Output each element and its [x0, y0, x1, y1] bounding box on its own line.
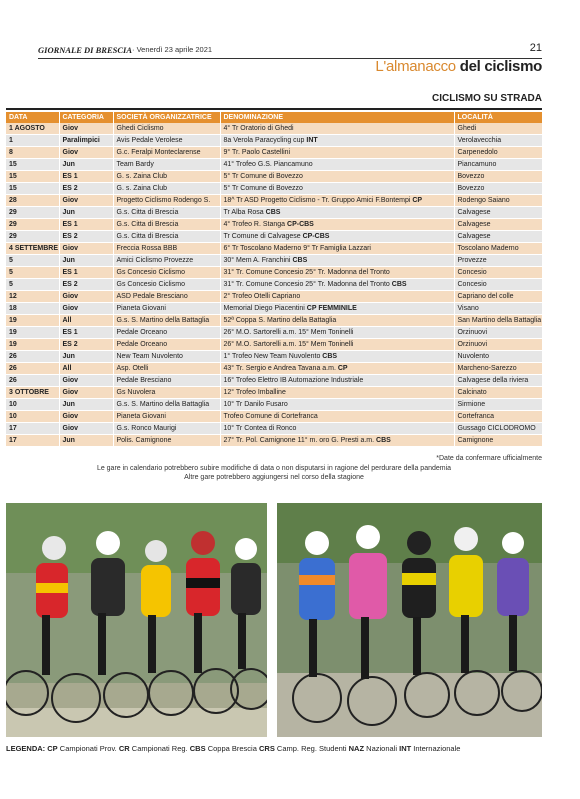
race-name-text: 4° Trofeo R. Stanga — [223, 221, 286, 228]
legend-code: CR — [118, 744, 130, 753]
legend-label: Internazionale — [413, 744, 461, 753]
race-name-text: Tr Comune di Calvagese — [223, 233, 301, 240]
race-category: Giov — [59, 423, 113, 435]
column-header: SOCIETÀ ORGANIZZATRICE — [113, 112, 220, 123]
table-row — [6, 279, 542, 291]
race-name — [220, 315, 454, 327]
race-location: Bovezzo — [454, 183, 542, 195]
race-category: Jun — [59, 207, 113, 219]
table-row — [6, 351, 542, 363]
race-location: Capriano del colle — [454, 291, 542, 303]
table-row — [6, 291, 542, 303]
race-location: Marcheno-Sarezzo — [454, 363, 542, 375]
race-organizer: Pedale Orceano — [113, 339, 220, 351]
race-name — [220, 387, 454, 399]
race-organizer: Gs Nuvolera — [113, 387, 220, 399]
race-organizer: G.s. Citta di Brescia — [113, 219, 220, 231]
race-date: 26 — [6, 363, 59, 375]
race-category: Giov — [59, 195, 113, 207]
disclaimer-line: Altre gare potrebbero aggiungersi nel corso della stagione — [184, 474, 364, 481]
column-header: DENOMINAZIONE — [220, 112, 454, 123]
race-location: Nuvolento — [454, 351, 542, 363]
race-organizer: G.s. Citta di Brescia — [113, 207, 220, 219]
race-category: Giov — [59, 147, 113, 159]
race-name-text: Tr Alba Rosa — [223, 209, 264, 216]
race-location: Concesio — [454, 267, 542, 279]
race-name — [220, 339, 454, 351]
race-category: Giov — [59, 375, 113, 387]
championship-badge: CP FEMMINILE — [306, 305, 357, 312]
race-date: 18 — [6, 303, 59, 315]
cyclists-illustration-left — [6, 503, 267, 737]
race-date: 15 — [6, 183, 59, 195]
race-category: Giov — [59, 387, 113, 399]
race-name-text: 30° Mem A. Franchini — [223, 257, 291, 264]
race-name — [220, 291, 454, 303]
race-name — [220, 147, 454, 159]
race-date: 19 — [6, 315, 59, 327]
race-organizer: Polis. Camignone — [113, 435, 220, 447]
race-name-text: 43° Tr. Sergio e Andrea Tavana a.m. — [223, 365, 336, 372]
race-organizer: Avis Pedale Verolese — [113, 135, 220, 147]
race-category: Jun — [59, 159, 113, 171]
race-location: Camignone — [454, 435, 542, 447]
race-organizer: G. s. Zaina Club — [113, 183, 220, 195]
issue-date: · Venerdì 23 aprile 2021 — [132, 45, 213, 54]
race-name — [220, 231, 454, 243]
race-category: ES 2 — [59, 231, 113, 243]
race-name-text: 5° Tr Comune di Bovezzo — [223, 173, 303, 180]
race-name-text: 10° Tr Contea di Ronco — [223, 425, 297, 432]
race-location: Calvagese — [454, 231, 542, 243]
almanac-light-title: L'almanacco — [375, 58, 456, 75]
race-category: Giov — [59, 411, 113, 423]
race-date: 1 AGOSTO — [6, 123, 59, 135]
race-category: ES 1 — [59, 171, 113, 183]
table-row — [6, 183, 542, 195]
page-number: 21 — [529, 42, 542, 54]
race-organizer: Ghedi Ciclismo — [113, 123, 220, 135]
race-category: ES 1 — [59, 219, 113, 231]
race-date: 17 — [6, 435, 59, 447]
race-date: 10 — [6, 399, 59, 411]
race-name-text: 18^ Tr ASD Progetto Ciclismo - Tr. Gruppo Amici F.Bontempi — [223, 197, 411, 204]
race-date: 12 — [6, 291, 59, 303]
race-organizer: Pedale Bresciano — [113, 375, 220, 387]
race-date: 29 — [6, 219, 59, 231]
race-location: Orzinuovi — [454, 327, 542, 339]
column-header: DATA — [6, 112, 59, 123]
race-name-text: 8a Verola Paracycling cup — [223, 137, 305, 144]
race-organizer: G.s. Citta di Brescia — [113, 231, 220, 243]
race-date: 5 — [6, 267, 59, 279]
race-location: Provezze — [454, 255, 542, 267]
race-name-text: 6° Tr Toscolano Maderno 9° Tr Famiglia Lazzari — [223, 245, 371, 252]
cycling-photo-left — [6, 503, 267, 737]
race-category: Giov — [59, 291, 113, 303]
table-title: CICLISMO SU STRADA — [432, 93, 542, 104]
race-name — [220, 207, 454, 219]
race-date: 15 — [6, 159, 59, 171]
race-name — [220, 411, 454, 423]
legend-label: Camp. Reg. Studenti — [276, 744, 347, 753]
column-header: LOCALITÀ — [454, 112, 542, 123]
race-name — [220, 171, 454, 183]
race-name — [220, 183, 454, 195]
race-name-text: 9° Tr. Paolo Castellini — [223, 149, 291, 156]
table-header-row — [6, 112, 542, 123]
race-organizer: G. s. Zaina Club — [113, 171, 220, 183]
race-location: Orzinuovi — [454, 339, 542, 351]
championship-badge: CBS — [376, 437, 391, 444]
race-name — [220, 363, 454, 375]
race-date: 19 — [6, 339, 59, 351]
cyclists-illustration-right — [277, 503, 542, 737]
championship-badge: CBS — [391, 281, 407, 288]
championship-badge: CP-CBS — [302, 233, 330, 240]
race-location: Gussago CICLODROMO — [454, 423, 542, 435]
race-calendar-table — [6, 112, 543, 447]
race-organizer: Team Bardy — [113, 159, 220, 171]
race-date: 19 — [6, 327, 59, 339]
table-row — [6, 147, 542, 159]
race-name-text: 31° Tr. Comune Concesio 25° Tr. Madonna del Tronto — [223, 269, 390, 276]
table-row — [6, 243, 542, 255]
race-category: ES 2 — [59, 339, 113, 351]
race-name — [220, 243, 454, 255]
race-location: Toscolano Maderno — [454, 243, 542, 255]
legend-label: Campionati Reg. — [131, 744, 188, 753]
newspaper-name: GIORNALE DI BRESCIA — [38, 45, 133, 55]
race-name — [220, 303, 454, 315]
race-category: Paralimpici — [59, 135, 113, 147]
table-title-bar — [6, 90, 542, 110]
race-organizer: Pianeta Giovani — [113, 303, 220, 315]
race-date: 5 — [6, 279, 59, 291]
race-location: Cortefranca — [454, 411, 542, 423]
race-name — [220, 159, 454, 171]
legend-code: CP — [47, 744, 58, 753]
race-name-text: 16° Trofeo Elettro IB Automazione Industriale — [223, 377, 364, 384]
race-name — [220, 195, 454, 207]
race-location: Carpenedolo — [454, 147, 542, 159]
race-organizer: Freccia Rossa BBB — [113, 243, 220, 255]
race-name-text: 4° Tr Oratorio di Ghedi — [223, 125, 294, 132]
table-row — [6, 423, 542, 435]
table-row — [6, 207, 542, 219]
race-location: Ghedi — [454, 123, 542, 135]
race-date: 15 — [6, 171, 59, 183]
table-row — [6, 159, 542, 171]
race-name — [220, 135, 454, 147]
championship-badge: CP — [337, 365, 348, 372]
race-name — [220, 327, 454, 339]
race-name-text: 26° M.O. Sartorelli a.m. 15° Mem Toninelli — [223, 341, 354, 348]
race-name — [220, 435, 454, 447]
table-row — [6, 195, 542, 207]
championship-badge: CBS — [322, 353, 338, 360]
race-location: Bovezzo — [454, 171, 542, 183]
race-date: 26 — [6, 375, 59, 387]
race-name-text: 5° Tr Comune di Bovezzo — [223, 185, 303, 192]
race-name — [220, 375, 454, 387]
race-date: 3 OTTOBRE — [6, 387, 59, 399]
race-date: 1 — [6, 135, 59, 147]
race-category: ES 2 — [59, 279, 113, 291]
race-organizer: Pianeta Giovani — [113, 411, 220, 423]
legend-label: Coppa Brescia — [207, 744, 257, 753]
race-name-text: 41° Trofeo G.S. Piancamuno — [223, 161, 313, 168]
race-organizer: New Team Nuvolento — [113, 351, 220, 363]
race-location: Calvagese della riviera — [454, 375, 542, 387]
race-category: Giov — [59, 303, 113, 315]
race-location: Calcinato — [454, 387, 542, 399]
table-row — [6, 123, 542, 135]
race-location: Verolavecchia — [454, 135, 542, 147]
race-organizer: Gs Concesio Ciclismo — [113, 279, 220, 291]
race-category: Jun — [59, 399, 113, 411]
legend-label: Nazionali — [366, 744, 398, 753]
race-name-text: 27° Tr. Pol. Camignone 11° m. oro G. Presti a.m. — [223, 437, 375, 444]
race-name — [220, 255, 454, 267]
race-name — [220, 219, 454, 231]
table-row — [6, 255, 542, 267]
legend-code: NAZ — [348, 744, 365, 753]
race-date: 26 — [6, 351, 59, 363]
race-organizer: Gs Concesio Ciclismo — [113, 267, 220, 279]
cycling-photo-right — [277, 503, 542, 737]
race-category: ES 1 — [59, 267, 113, 279]
column-header: CATEGORIA — [59, 112, 113, 123]
race-organizer: G.s. S. Martino della Battaglia — [113, 315, 220, 327]
disclaimer-line: Le gare in calendario potrebbero subire modifiche di data o non disputarsi in ragione del perdurare della pandemia — [96, 465, 452, 472]
race-location: San Martino della Battaglia — [454, 315, 542, 327]
race-category: Jun — [59, 351, 113, 363]
race-category: ES 2 — [59, 183, 113, 195]
race-date: 10 — [6, 411, 59, 423]
race-category: ES 1 — [59, 327, 113, 339]
race-category: All — [59, 315, 113, 327]
championship-badge: INT — [306, 137, 318, 144]
table-row — [6, 363, 542, 375]
race-location: Calvagese — [454, 207, 542, 219]
race-name-text: Memorial Diego Piacentini — [223, 305, 305, 312]
race-organizer: G.s. Ronco Maurigi — [113, 423, 220, 435]
race-name-text: 31° Tr. Comune Concesio 25° Tr. Madonna del Tronto — [223, 281, 390, 288]
table-row — [6, 219, 542, 231]
race-organizer: Amici Ciclismo Provezze — [113, 255, 220, 267]
race-name-text: 2° Trofeo Otelli Capriano — [223, 293, 301, 300]
race-location: Sirmione — [454, 399, 542, 411]
race-name-text: 26° M.O. Sartorelli a.m. 15° Mem Toninelli — [223, 329, 354, 336]
legend-prefix: LEGENDA: — [6, 744, 46, 753]
legend-code: CBS — [189, 744, 206, 753]
legend-code: CRS — [258, 744, 275, 753]
race-location: Piancamuno — [454, 159, 542, 171]
legend-label: Campionati Prov. — [59, 744, 117, 753]
race-date: 8 — [6, 147, 59, 159]
race-organizer: Progetto Ciclismo Rodengo S. — [113, 195, 220, 207]
table-row — [6, 399, 542, 411]
confirmation-note: *Date da confermare ufficialmente — [436, 455, 542, 462]
race-category: Giov — [59, 123, 113, 135]
table-row — [6, 303, 542, 315]
race-name-text: 52ª Coppa S. Martino della Battaglia — [223, 317, 337, 324]
race-category: Giov — [59, 243, 113, 255]
race-name — [220, 399, 454, 411]
race-date: 4 SETTEMBRE — [6, 243, 59, 255]
race-date: 29 — [6, 207, 59, 219]
page-header — [38, 42, 542, 59]
table-body — [6, 123, 542, 447]
race-name-text: 10° Tr Danilo Fusaro — [223, 401, 288, 408]
race-name-text: 12° Trofeo Imballine — [223, 389, 286, 396]
race-location: Visano — [454, 303, 542, 315]
race-name — [220, 267, 454, 279]
table-row — [6, 375, 542, 387]
table-row — [6, 267, 542, 279]
almanac-bold-title: del ciclismo — [459, 58, 542, 75]
table-row — [6, 135, 542, 147]
legend — [6, 744, 460, 753]
legend-code: INT — [399, 744, 412, 753]
race-category: Jun — [59, 435, 113, 447]
race-date: 5 — [6, 255, 59, 267]
race-name — [220, 123, 454, 135]
table-row — [6, 231, 542, 243]
table-row — [6, 387, 542, 399]
table-row — [6, 327, 542, 339]
race-date: 28 — [6, 195, 59, 207]
race-date: 29 — [6, 231, 59, 243]
race-organizer: G.s. S. Martino della Battaglia — [113, 399, 220, 411]
race-location: Calvagese — [454, 219, 542, 231]
race-category: Jun — [59, 255, 113, 267]
race-name — [220, 423, 454, 435]
race-organizer: G.c. Feralpi Monteclarense — [113, 147, 220, 159]
section-heading — [375, 58, 542, 75]
table-row — [6, 339, 542, 351]
race-location: Rodengo Saiano — [454, 195, 542, 207]
championship-badge: CBS — [265, 209, 281, 216]
race-organizer: Asp. Otelli — [113, 363, 220, 375]
race-organizer: Pedale Orceano — [113, 327, 220, 339]
championship-badge: CP — [412, 197, 423, 204]
table-row — [6, 171, 542, 183]
race-category: All — [59, 363, 113, 375]
race-organizer: ASD Pedale Bresciano — [113, 291, 220, 303]
championship-badge: CBS — [292, 257, 308, 264]
championship-badge: CP-CBS — [287, 221, 314, 228]
race-name — [220, 279, 454, 291]
table-row — [6, 315, 542, 327]
race-name-text: Trofeo Comune di Cortefranca — [223, 413, 318, 420]
table-row — [6, 411, 542, 423]
table-row — [6, 435, 542, 447]
race-date: 17 — [6, 423, 59, 435]
race-name-text: 1° Trofeo New Team Nuvolento — [223, 353, 321, 360]
race-location: Concesio — [454, 279, 542, 291]
race-name — [220, 351, 454, 363]
